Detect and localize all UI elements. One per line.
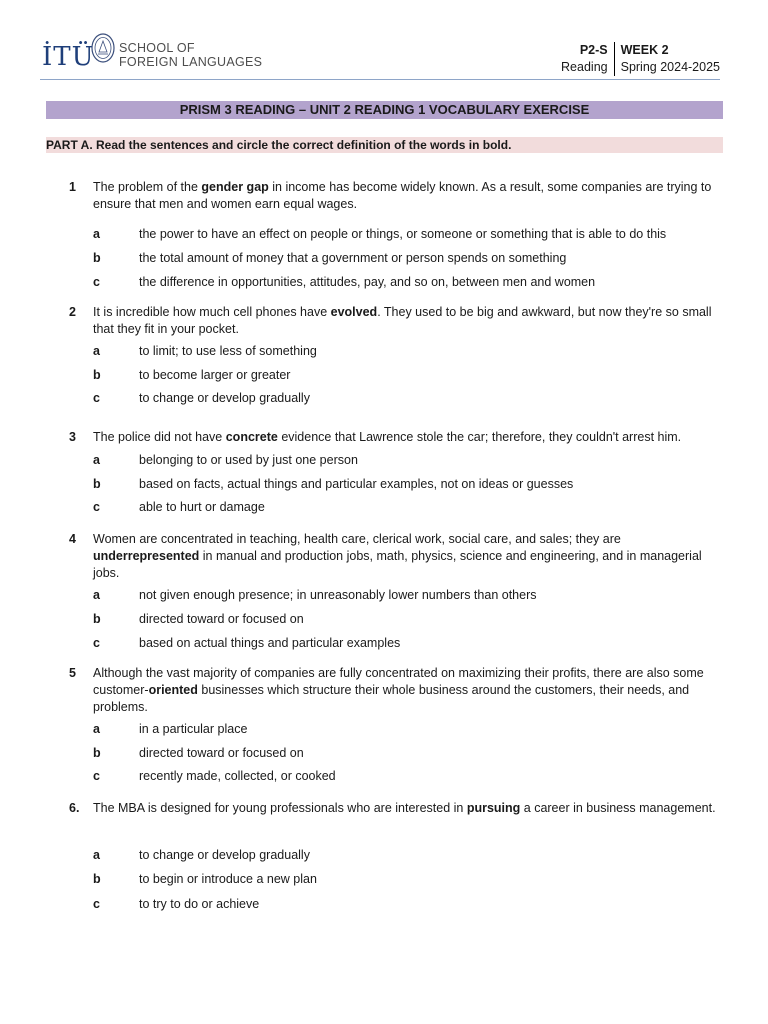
question-text: It is incredible how much cell phones have evolved. They used to be big and awkward, but now they're so small that they fit in your pocket. xyxy=(93,305,712,336)
option-text: to change or develop gradually xyxy=(139,391,310,405)
exercise-title: PRISM 3 READING – UNIT 2 READING 1 VOCABULARY EXERCISE xyxy=(46,101,723,119)
option-letter: a xyxy=(93,227,100,241)
option-b[interactable] xyxy=(93,871,721,888)
option-text: to become larger or greater xyxy=(139,368,291,382)
option-letter: a xyxy=(93,848,100,862)
question-number: 4 xyxy=(69,532,76,546)
option-a[interactable] xyxy=(93,721,721,738)
course-code: P2-S xyxy=(579,43,608,57)
question-text: Women are concentrated in teaching, health care, clerical work, social care, and sales; they are underrepresented in manual and production jobs, math, physics, science and engineering, and in managerial jobs. xyxy=(93,532,702,580)
option-text: to begin or introduce a new plan xyxy=(139,872,317,886)
target-word: underrepresented xyxy=(93,549,200,563)
option-text: to change or develop gradually xyxy=(139,848,310,862)
question-number: 1 xyxy=(69,180,76,194)
option-letter: b xyxy=(93,477,101,491)
question-number: 3 xyxy=(69,430,76,444)
option-letter: b xyxy=(93,872,101,886)
option-a[interactable] xyxy=(93,587,721,604)
option-text: to try to do or achieve xyxy=(139,897,260,911)
question-number: 2 xyxy=(69,305,76,319)
target-word: pursuing xyxy=(466,801,521,815)
option-text: to limit; to use less of something xyxy=(139,344,317,358)
option-a[interactable] xyxy=(93,452,721,469)
header-divider xyxy=(40,79,720,80)
question-text: Although the vast majority of companies are fully concentrated on maximizing their profits, there are also some customer-oriented businesses which structure their whole business around the customers, their needs, and problems. xyxy=(93,666,704,714)
option-letter: b xyxy=(93,746,101,760)
itu-logo: İTÜ xyxy=(42,42,95,72)
option-text: able to hurt or damage xyxy=(139,500,265,514)
question-text: The problem of the gender gap in income has become widely known. As a result, some companies are trying to ensure that men and women earn equal wages. xyxy=(93,180,712,211)
page-header xyxy=(40,30,720,80)
option-letter: a xyxy=(93,722,100,736)
option-c[interactable] xyxy=(93,635,721,652)
target-word: gender gap xyxy=(201,180,269,194)
course-info xyxy=(561,42,720,76)
option-text: based on facts, actual things and particular examples, not on ideas or guesses xyxy=(139,477,574,491)
question-text: The MBA is designed for young professionals who are interested in pursuing a career in business management. xyxy=(93,801,716,815)
option-letter: c xyxy=(93,636,100,650)
option-c[interactable] xyxy=(93,390,721,407)
option-letter: c xyxy=(93,275,100,289)
school-name-line2: FOREIGN LANGUAGES xyxy=(119,55,263,69)
university-seal-icon xyxy=(90,32,116,71)
week-label: WEEK 2 xyxy=(620,43,669,57)
option-letter: b xyxy=(93,612,101,626)
option-text: directed toward or focused on xyxy=(139,612,304,626)
school-name xyxy=(119,41,262,69)
option-c[interactable] xyxy=(93,896,721,913)
option-text: the difference in opportunities, attitudes, pay, and so on, between men and women xyxy=(139,275,596,289)
option-text: based on actual things and particular examples xyxy=(139,636,401,650)
option-b[interactable] xyxy=(93,611,721,628)
option-letter: a xyxy=(93,588,100,602)
option-letter: a xyxy=(93,344,100,358)
option-a[interactable] xyxy=(93,226,721,243)
option-letter: b xyxy=(93,251,101,265)
option-b[interactable] xyxy=(93,476,721,493)
option-text: the total amount of money that a government or person spends on something xyxy=(139,251,567,265)
target-word: evolved xyxy=(330,305,378,319)
course-skill: Reading xyxy=(561,60,608,74)
target-word: oriented xyxy=(148,683,198,697)
question-text: The police did not have concrete evidence that Lawrence stole the car; therefore, they couldn't arrest him. xyxy=(93,430,682,444)
option-c[interactable] xyxy=(93,499,721,516)
target-word: concrete xyxy=(225,430,278,444)
term-label: Spring 2024-2025 xyxy=(620,60,720,74)
option-letter: c xyxy=(93,391,100,405)
option-text: not given enough presence; in unreasonably lower numbers than others xyxy=(139,588,537,602)
option-letter: c xyxy=(93,769,100,783)
option-letter: c xyxy=(93,897,100,911)
question-number: 5 xyxy=(69,666,76,680)
option-text: directed toward or focused on xyxy=(139,746,304,760)
option-letter: c xyxy=(93,500,100,514)
school-name-line1: SCHOOL OF xyxy=(119,41,195,55)
option-text: in a particular place xyxy=(139,722,248,736)
option-c[interactable] xyxy=(93,768,721,785)
option-b[interactable] xyxy=(93,745,721,762)
option-text: recently made, collected, or cooked xyxy=(139,769,336,783)
option-a[interactable] xyxy=(93,847,721,864)
option-c[interactable] xyxy=(93,274,721,291)
option-letter: a xyxy=(93,453,100,467)
option-text: the power to have an effect on people or things, or someone or something that is able to do this xyxy=(139,227,667,241)
option-letter: b xyxy=(93,368,101,382)
option-b[interactable] xyxy=(93,250,721,267)
option-b[interactable] xyxy=(93,367,721,384)
part-a-instructions: PART A. Read the sentences and circle the correct definition of the words in bold. xyxy=(46,137,723,153)
question-number: 6. xyxy=(69,801,80,815)
option-text: belonging to or used by just one person xyxy=(139,453,358,467)
option-a[interactable] xyxy=(93,343,721,360)
